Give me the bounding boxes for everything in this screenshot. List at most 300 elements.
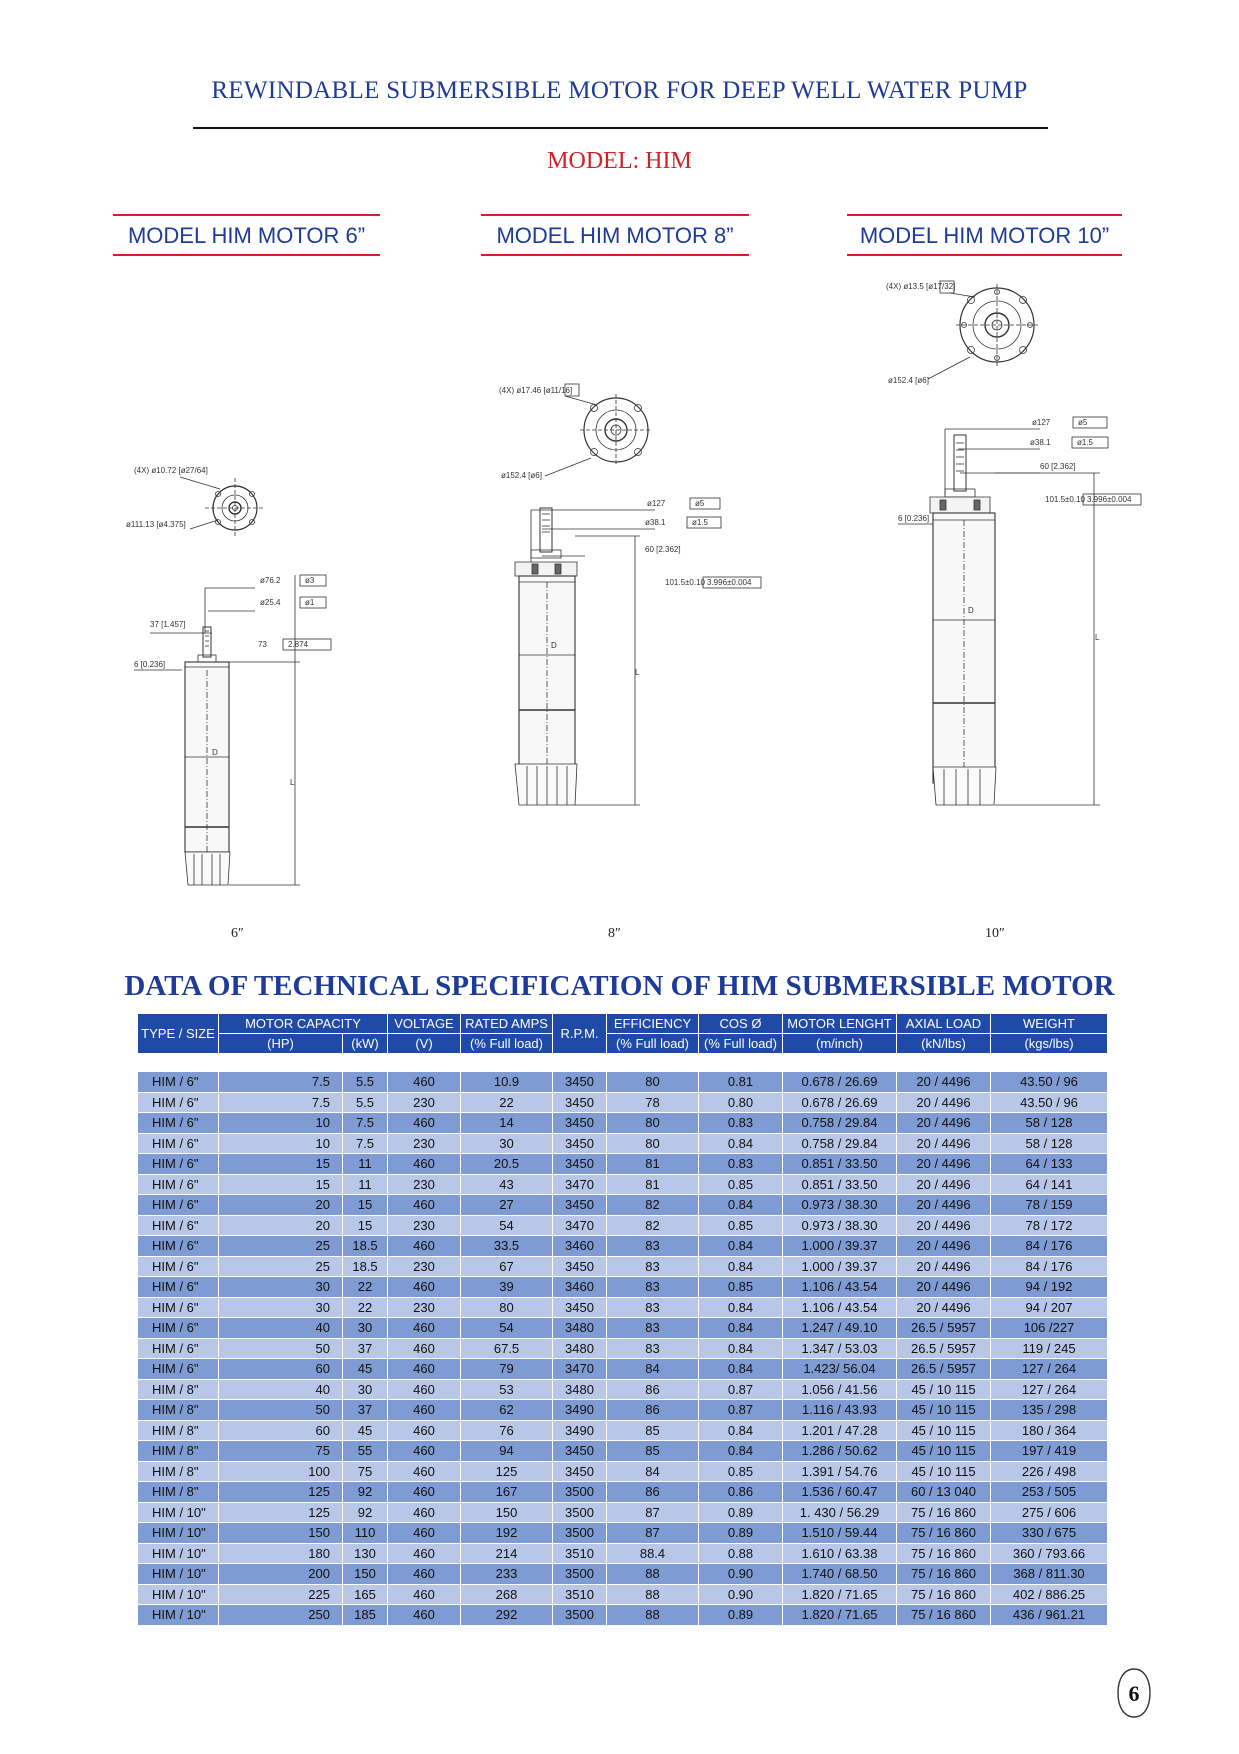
table-cell: 20 / 4496 <box>897 1215 991 1236</box>
unit-cos: (% Full load) <box>699 1034 783 1054</box>
table-cell: 3450 <box>553 1092 607 1113</box>
table-cell: 0.758 / 29.84 <box>783 1113 897 1134</box>
table-cell: 15 <box>343 1195 388 1216</box>
table-cell: 1.820 / 71.65 <box>783 1605 897 1626</box>
table-cell: 3450 <box>553 1256 607 1277</box>
table-row <box>138 1338 1108 1359</box>
table-cell: 58 / 128 <box>991 1133 1108 1154</box>
table-cell: 25 <box>219 1256 343 1277</box>
table-cell: 20 / 4496 <box>897 1154 991 1175</box>
table-cell: 0.85 <box>699 1277 783 1298</box>
table-cell: 460 <box>388 1400 461 1421</box>
table-cell: 43 <box>461 1174 553 1195</box>
table-cell: 0.85 <box>699 1461 783 1482</box>
th-amps: RATED AMPS <box>461 1014 553 1034</box>
table-row <box>138 1441 1108 1462</box>
table-cell: 460 <box>388 1359 461 1380</box>
table-cell: 0.84 <box>699 1236 783 1257</box>
svg-text:(4X) ø17.46 [ø11/16]: (4X) ø17.46 [ø11/16] <box>499 386 573 395</box>
table-cell: 0.678 / 26.69 <box>783 1072 897 1093</box>
table-cell: 20.5 <box>461 1154 553 1175</box>
table-cell: 75 / 16 860 <box>897 1502 991 1523</box>
table-cell: HIM / 6" <box>138 1072 219 1093</box>
table-cell: 3450 <box>553 1441 607 1462</box>
table-row <box>138 1297 1108 1318</box>
svg-text:6 [0.236]: 6 [0.236] <box>898 514 930 523</box>
table-cell: 1.536 / 60.47 <box>783 1482 897 1503</box>
table-cell: 135 / 298 <box>991 1400 1108 1421</box>
unit-v: (V) <box>388 1034 461 1054</box>
table-cell: 3450 <box>553 1133 607 1154</box>
table-cell: 0.90 <box>699 1564 783 1585</box>
unit-weight: (kgs/lbs) <box>991 1034 1108 1054</box>
table-cell: 14 <box>461 1113 553 1134</box>
table-cell: 0.85 <box>699 1174 783 1195</box>
table-cell: 94 / 192 <box>991 1277 1108 1298</box>
table-cell: 0.85 <box>699 1215 783 1236</box>
table-cell: 40 <box>219 1379 343 1400</box>
table-cell: 368 / 811.30 <box>991 1564 1108 1585</box>
table-cell: 0.84 <box>699 1256 783 1277</box>
svg-text:D: D <box>968 606 974 615</box>
table-cell: 86 <box>607 1400 699 1421</box>
table-cell: 37 <box>343 1400 388 1421</box>
table-cell: 0.758 / 29.84 <box>783 1133 897 1154</box>
table-cell: 460 <box>388 1441 461 1462</box>
table-cell: 460 <box>388 1523 461 1544</box>
table-cell: 1.106 / 43.54 <box>783 1297 897 1318</box>
table-cell: HIM / 8" <box>138 1461 219 1482</box>
table-cell: 3450 <box>553 1154 607 1175</box>
table-cell: 84 <box>607 1359 699 1380</box>
table-cell: HIM / 8" <box>138 1379 219 1400</box>
table-cell: 0.84 <box>699 1195 783 1216</box>
model-label: MODEL: HIM <box>547 148 692 174</box>
table-cell: 64 / 141 <box>991 1174 1108 1195</box>
table-cell: 83 <box>607 1236 699 1257</box>
size-label-6: 6″ <box>231 926 244 941</box>
table-cell: 22 <box>343 1297 388 1318</box>
table-cell: 460 <box>388 1379 461 1400</box>
table-cell: 45 / 10 115 <box>897 1379 991 1400</box>
table-row <box>138 1564 1108 1585</box>
th-weight: WEIGHT <box>991 1014 1108 1034</box>
svg-text:ø127: ø127 <box>1032 418 1051 427</box>
table-cell: 20 <box>219 1195 343 1216</box>
table-cell: 30 <box>219 1297 343 1318</box>
table-cell: 460 <box>388 1318 461 1339</box>
table-row <box>138 1256 1108 1277</box>
table-cell: 1.106 / 43.54 <box>783 1277 897 1298</box>
table-cell: 81 <box>607 1154 699 1175</box>
table-cell: 0.87 <box>699 1400 783 1421</box>
table-cell: 67 <box>461 1256 553 1277</box>
table-cell: 82 <box>607 1215 699 1236</box>
table-cell: 3500 <box>553 1523 607 1544</box>
table-cell: 43.50 / 96 <box>991 1072 1108 1093</box>
table-cell: 230 <box>388 1133 461 1154</box>
table-cell: 86 <box>607 1379 699 1400</box>
table-cell: 0.84 <box>699 1318 783 1339</box>
table-cell: 76 <box>461 1420 553 1441</box>
table-cell: 1.740 / 68.50 <box>783 1564 897 1585</box>
table-cell: 200 <box>219 1564 343 1585</box>
table-row <box>138 1154 1108 1175</box>
table-cell: 0.84 <box>699 1359 783 1380</box>
th-voltage: VOLTAGE <box>388 1014 461 1034</box>
table-cell: 30 <box>219 1277 343 1298</box>
svg-text:ø5: ø5 <box>695 499 705 508</box>
table-row <box>138 1482 1108 1503</box>
table-cell: 150 <box>219 1523 343 1544</box>
table-cell: 11 <box>343 1174 388 1195</box>
table-row <box>138 1584 1108 1605</box>
svg-text:L: L <box>635 668 640 677</box>
table-cell: 25 <box>219 1236 343 1257</box>
table-cell: 3500 <box>553 1564 607 1585</box>
table-cell: HIM / 6" <box>138 1318 219 1339</box>
unit-axial: (kN/lbs) <box>897 1034 991 1054</box>
table-cell: 94 <box>461 1441 553 1462</box>
svg-text:ø1: ø1 <box>305 598 315 607</box>
table-cell: 1.423/ 56.04 <box>783 1359 897 1380</box>
svg-text:6: 6 <box>1128 1681 1140 1706</box>
table-cell: 192 <box>461 1523 553 1544</box>
table-row <box>138 1420 1108 1441</box>
table-cell: 0.84 <box>699 1338 783 1359</box>
table-cell: 330 / 675 <box>991 1523 1108 1544</box>
model-heading-10: MODEL HIM MOTOR 10” <box>847 214 1122 256</box>
table-cell: 460 <box>388 1072 461 1093</box>
table-cell: 1.116 / 43.93 <box>783 1400 897 1421</box>
table-cell: 3480 <box>553 1338 607 1359</box>
table-cell: 1. 430 / 56.29 <box>783 1502 897 1523</box>
table-cell: 5.5 <box>343 1072 388 1093</box>
table-cell: 0.89 <box>699 1523 783 1544</box>
table-cell: HIM / 6" <box>138 1113 219 1134</box>
table-cell: 22 <box>343 1277 388 1298</box>
table-cell: 150 <box>461 1502 553 1523</box>
motor-10-drawing <box>880 275 1170 915</box>
table-cell: 54 <box>461 1318 553 1339</box>
table-cell: 226 / 498 <box>991 1461 1108 1482</box>
table-cell: 64 / 133 <box>991 1154 1108 1175</box>
table-cell: 3500 <box>553 1482 607 1503</box>
table-cell: 45 / 10 115 <box>897 1441 991 1462</box>
table-cell: 26.5 / 5957 <box>897 1338 991 1359</box>
table-cell: 78 / 172 <box>991 1215 1108 1236</box>
svg-text:ø152.4 [ø6]: ø152.4 [ø6] <box>888 376 929 385</box>
svg-text:ø5: ø5 <box>1078 418 1088 427</box>
unit-length: (m/inch) <box>783 1034 897 1054</box>
table-cell: 7.5 <box>343 1113 388 1134</box>
table-row <box>138 1359 1108 1380</box>
table-cell: 84 <box>607 1461 699 1482</box>
svg-text:ø111.13 [ø4.375]: ø111.13 [ø4.375] <box>126 520 186 529</box>
table-cell: 80 <box>461 1297 553 1318</box>
table-row <box>138 1461 1108 1482</box>
table-cell: 5.5 <box>343 1092 388 1113</box>
table-cell: 83 <box>607 1277 699 1298</box>
table-cell: 0.80 <box>699 1092 783 1113</box>
table-cell: 460 <box>388 1236 461 1257</box>
table-cell: 0.83 <box>699 1113 783 1134</box>
table-cell: 3500 <box>553 1502 607 1523</box>
table-cell: 40 <box>219 1318 343 1339</box>
table-cell: 50 <box>219 1338 343 1359</box>
unit-amps: (% Full load) <box>461 1034 553 1054</box>
table-cell: 88 <box>607 1584 699 1605</box>
table-cell: HIM / 6" <box>138 1256 219 1277</box>
svg-text:ø38.1: ø38.1 <box>1030 438 1051 447</box>
svg-text:2.874: 2.874 <box>288 640 309 649</box>
table-cell: 0.81 <box>699 1072 783 1093</box>
table-cell: 225 <box>219 1584 343 1605</box>
table-cell: 33.5 <box>461 1236 553 1257</box>
table-cell: HIM / 6" <box>138 1154 219 1175</box>
spec-table-title: DATA OF TECHNICAL SPECIFICATION OF HIM SUBMERSIBLE MOTOR <box>124 970 1115 1002</box>
svg-text:60 [2.362]: 60 [2.362] <box>645 545 681 554</box>
table-cell: 26.5 / 5957 <box>897 1318 991 1339</box>
table-cell: HIM / 8" <box>138 1420 219 1441</box>
table-row <box>138 1236 1108 1257</box>
table-cell: 0.851 / 33.50 <box>783 1154 897 1175</box>
table-cell: 0.84 <box>699 1420 783 1441</box>
table-cell: 1.820 / 71.65 <box>783 1584 897 1605</box>
table-cell: 79 <box>461 1359 553 1380</box>
table-cell: HIM / 6" <box>138 1174 219 1195</box>
table-cell: 50 <box>219 1400 343 1421</box>
table-cell: 100 <box>219 1461 343 1482</box>
table-cell: 3480 <box>553 1379 607 1400</box>
title-divider <box>193 127 1048 129</box>
table-cell: 1.347 / 53.03 <box>783 1338 897 1359</box>
table-cell: 1.247 / 49.10 <box>783 1318 897 1339</box>
table-cell: 0.973 / 38.30 <box>783 1195 897 1216</box>
table-cell: 0.86 <box>699 1482 783 1503</box>
table-cell: 460 <box>388 1605 461 1626</box>
table-cell: 460 <box>388 1113 461 1134</box>
table-cell: 84 / 176 <box>991 1236 1108 1257</box>
table-cell: 0.89 <box>699 1605 783 1626</box>
table-cell: HIM / 10" <box>138 1605 219 1626</box>
table-row <box>138 1523 1108 1544</box>
svg-text:ø152.4 [ø6]: ø152.4 [ø6] <box>501 471 542 480</box>
table-cell: 460 <box>388 1502 461 1523</box>
table-cell: 127 / 264 <box>991 1359 1108 1380</box>
table-cell: 3510 <box>553 1584 607 1605</box>
table-cell: 0.88 <box>699 1543 783 1564</box>
table-row <box>138 1092 1108 1113</box>
svg-text:(4X) ø13.5 [ø17/32]: (4X) ø13.5 [ø17/32] <box>886 282 956 291</box>
table-cell: 460 <box>388 1420 461 1441</box>
table-cell: 60 <box>219 1359 343 1380</box>
table-cell: 125 <box>219 1482 343 1503</box>
unit-kw: (kW) <box>343 1034 388 1054</box>
table-cell: 85 <box>607 1441 699 1462</box>
table-row <box>138 1605 1108 1626</box>
table-units-row <box>138 1034 1108 1054</box>
svg-text:D: D <box>551 641 557 650</box>
svg-text:ø1.5: ø1.5 <box>1077 438 1094 447</box>
table-cell: 460 <box>388 1195 461 1216</box>
table-cell: 197 / 419 <box>991 1441 1108 1462</box>
table-row <box>138 1133 1108 1154</box>
table-cell: 82 <box>607 1195 699 1216</box>
table-cell: 3510 <box>553 1543 607 1564</box>
table-cell: HIM / 8" <box>138 1482 219 1503</box>
table-row <box>138 1277 1108 1298</box>
table-cell: HIM / 6" <box>138 1195 219 1216</box>
table-cell: HIM / 10" <box>138 1502 219 1523</box>
svg-text:ø76.2: ø76.2 <box>260 576 281 585</box>
table-cell: 3460 <box>553 1277 607 1298</box>
table-cell: 84 / 176 <box>991 1256 1108 1277</box>
svg-text:6 [0.236]: 6 [0.236] <box>134 660 166 669</box>
table-cell: 292 <box>461 1605 553 1626</box>
table-header-row <box>138 1014 1108 1034</box>
table-cell: 0.851 / 33.50 <box>783 1174 897 1195</box>
table-cell: 180 / 364 <box>991 1420 1108 1441</box>
table-cell: 53 <box>461 1379 553 1400</box>
table-cell: 3470 <box>553 1215 607 1236</box>
table-cell: HIM / 6" <box>138 1092 219 1113</box>
svg-text:ø38.1: ø38.1 <box>645 518 666 527</box>
table-cell: HIM / 6" <box>138 1215 219 1236</box>
table-cell: 125 <box>461 1461 553 1482</box>
table-cell: 83 <box>607 1318 699 1339</box>
motor-8-drawing <box>495 380 795 910</box>
table-cell: HIM / 6" <box>138 1277 219 1298</box>
table-cell: 1.391 / 54.76 <box>783 1461 897 1482</box>
svg-text:37 [1.457]: 37 [1.457] <box>150 620 186 629</box>
table-cell: 45 / 10 115 <box>897 1461 991 1482</box>
table-cell: 75 / 16 860 <box>897 1564 991 1585</box>
table-cell: HIM / 10" <box>138 1584 219 1605</box>
table-cell: 180 <box>219 1543 343 1564</box>
table-cell: 460 <box>388 1338 461 1359</box>
table-cell: 0.89 <box>699 1502 783 1523</box>
table-cell: 230 <box>388 1092 461 1113</box>
table-cell: 460 <box>388 1564 461 1585</box>
table-cell: 0.84 <box>699 1441 783 1462</box>
table-cell: 230 <box>388 1215 461 1236</box>
table-cell: 45 / 10 115 <box>897 1400 991 1421</box>
table-cell: 15 <box>219 1174 343 1195</box>
table-cell: 78 / 159 <box>991 1195 1108 1216</box>
table-cell: 0.678 / 26.69 <box>783 1092 897 1113</box>
table-cell: 250 <box>219 1605 343 1626</box>
table-cell: 167 <box>461 1482 553 1503</box>
table-row <box>138 1215 1108 1236</box>
table-cell: HIM / 8" <box>138 1441 219 1462</box>
table-cell: 0.973 / 38.30 <box>783 1215 897 1236</box>
table-cell: 10.9 <box>461 1072 553 1093</box>
table-cell: 20 <box>219 1215 343 1236</box>
table-cell: 460 <box>388 1482 461 1503</box>
table-cell: HIM / 10" <box>138 1543 219 1564</box>
table-cell: 20 / 4496 <box>897 1133 991 1154</box>
table-cell: 45 <box>343 1420 388 1441</box>
size-label-10: 10″ <box>985 926 1005 941</box>
table-cell: 1.610 / 63.38 <box>783 1543 897 1564</box>
svg-text:L: L <box>1095 633 1100 642</box>
table-cell: 15 <box>343 1215 388 1236</box>
table-cell: 0.84 <box>699 1133 783 1154</box>
table-cell: 37 <box>343 1338 388 1359</box>
table-cell: 20 / 4496 <box>897 1256 991 1277</box>
table-cell: 62 <box>461 1400 553 1421</box>
table-cell: 230 <box>388 1256 461 1277</box>
table-cell: 165 <box>343 1584 388 1605</box>
table-cell: 80 <box>607 1133 699 1154</box>
table-cell: 119 / 245 <box>991 1338 1108 1359</box>
size-label-8: 8″ <box>608 926 621 941</box>
table-cell: 0.87 <box>699 1379 783 1400</box>
table-cell: 402 / 886.25 <box>991 1584 1108 1605</box>
table-cell: 85 <box>607 1420 699 1441</box>
table-cell: 20 / 4496 <box>897 1277 991 1298</box>
table-cell: HIM / 10" <box>138 1523 219 1544</box>
table-cell: 3470 <box>553 1359 607 1380</box>
table-cell: 94 / 207 <box>991 1297 1108 1318</box>
table-cell: 150 <box>343 1564 388 1585</box>
table-cell: 7.5 <box>219 1092 343 1113</box>
table-cell: 3490 <box>553 1400 607 1421</box>
table-cell: 26.5 / 5957 <box>897 1359 991 1380</box>
table-row <box>138 1543 1108 1564</box>
table-cell: 253 / 505 <box>991 1482 1108 1503</box>
table-cell: 45 <box>343 1359 388 1380</box>
table-cell: 125 <box>219 1502 343 1523</box>
table-cell: HIM / 6" <box>138 1338 219 1359</box>
svg-text:ø127: ø127 <box>647 499 666 508</box>
table-cell: 3490 <box>553 1420 607 1441</box>
table-cell: 106 /227 <box>991 1318 1108 1339</box>
table-cell: 460 <box>388 1461 461 1482</box>
table-cell: 7.5 <box>219 1072 343 1093</box>
svg-text:L: L <box>290 778 295 787</box>
table-cell: 75 / 16 860 <box>897 1584 991 1605</box>
unit-hp: (HP) <box>219 1034 343 1054</box>
th-length: MOTOR LENGHT <box>783 1014 897 1034</box>
table-cell: 1.286 / 50.62 <box>783 1441 897 1462</box>
table-cell: 20 / 4496 <box>897 1113 991 1134</box>
spec-table <box>137 1013 1108 1626</box>
table-cell: 7.5 <box>343 1133 388 1154</box>
table-cell: 3450 <box>553 1297 607 1318</box>
table-cell: 20 / 4496 <box>897 1072 991 1093</box>
svg-text:D: D <box>212 748 218 757</box>
model-heading-8: MODEL HIM MOTOR 8” <box>481 214 749 256</box>
table-cell: 81 <box>607 1174 699 1195</box>
table-row <box>138 1174 1108 1195</box>
table-cell: 0.90 <box>699 1584 783 1605</box>
spec-table-body <box>138 1054 1108 1626</box>
table-cell: 78 <box>607 1092 699 1113</box>
table-cell: 83 <box>607 1256 699 1277</box>
table-cell: 230 <box>388 1174 461 1195</box>
table-cell: 18.5 <box>343 1256 388 1277</box>
table-cell: 30 <box>343 1379 388 1400</box>
table-cell: 27 <box>461 1195 553 1216</box>
table-row <box>138 1379 1108 1400</box>
table-cell: 460 <box>388 1277 461 1298</box>
th-capacity: MOTOR CAPACITY <box>219 1014 388 1034</box>
table-cell: 92 <box>343 1502 388 1523</box>
table-cell: 1.000 / 39.37 <box>783 1256 897 1277</box>
motor-6-drawing <box>120 455 400 910</box>
